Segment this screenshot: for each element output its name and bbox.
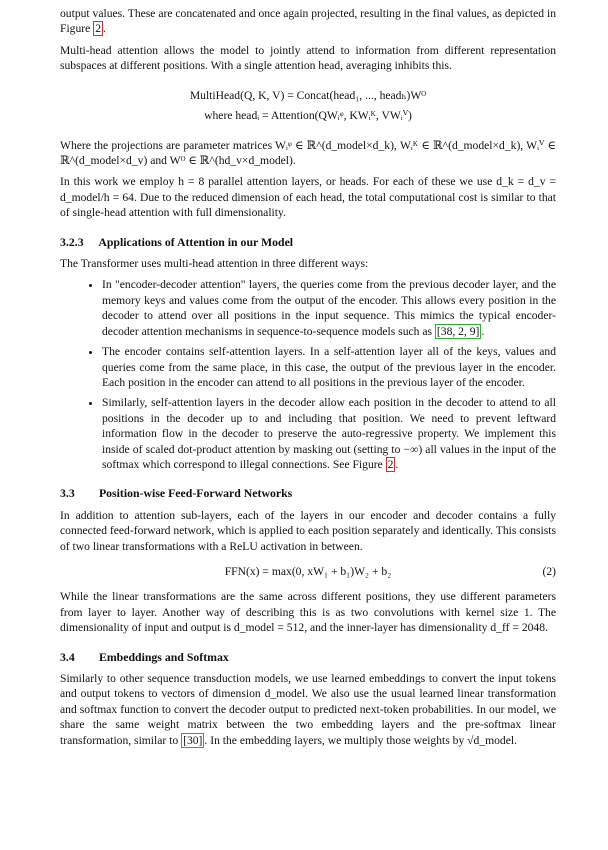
paragraph-linear: While the linear transformations are the same across different positions, they use different parameters from layer to layer. Another way of describing this is as two convolutions with kernel size 1. The dimensionality of input and output is d_model = 512, and the inner-layer has dimensionality d_ff = 2048. [60,590,556,635]
paper-page [60,0,556,748]
text: output values. These are concatenated and once again projected, resulting in the final values, as depicted in Figure [60,7,556,36]
section-title: Position-wise Feed-Forward Networks [98,486,293,501]
section-heading [60,235,556,250]
section-heading [60,650,556,665]
section-number: 3.3 [60,486,75,501]
list-item: • In "encoder-decoder attention" layers, the queries come from the previous decoder layer, and the memory keys and values come from the output of the encoder. This allows every position in the decoder to attend over all positions in the input sequence. This mimics the typical encoder-decoder attention mechanisms in sequence-to-sequence models such as [38, 2, 9] . [102,277,556,339]
paragraph-multihead: Multi-head attention allows the model to jointly attend to information from different representation subspaces at different positions. With a single attention head, averaging inhibits this. [60,43,556,73]
section-number: 3.4 [60,649,75,664]
figure-link[interactable]: 2 [387,457,394,471]
paragraph-embeddings [60,671,556,748]
paragraph-uses: The Transformer uses multi-head attention in three different ways: [60,257,369,271]
equation-line: MultiHead(Q, K, V) = Concat(head₁, ..., headₕ)Wᴼ [189,88,427,102]
text: . In the embedding layers, we multiply those weights by √d_model. [204,733,517,747]
list-item-text: In "encoder-decoder attention" layers, the queries come from the previous decoder layer, and the memory keys and values come from the output of the encoder. This allows every position in the decoder to attend over all positions in the input sequence. This mimics the typical encoder-decoder attention mechanisms in sequence-to-sequence models such as [102,278,556,338]
paragraph-intro: output values. These are concatenated and once again projected, resulting in the final values, as depicted in Figure 2 . [60,7,556,36]
text: Similarly to other sequence transduction models, we use learned embeddings to convert the input tokens and output tokens to vectors of dimension d_model. We also use the usual learned linear transformation and softmax function to convert the decoder output to predicted next-token probabilities. In our model, we share the same weight matrix between the two embedding layers and the pre-softmax linear transformation, similar to [60,672,556,747]
list-item-text: The encoder contains self-attention layers. In a self-attention layer all of the keys, values and queries come from the same place, in this case, the output of the previous layer in the encoder. Each position in the encoder can attend to all positions in the previous layer of the encoder. [102,345,556,389]
bullet-list [60,277,556,472]
paragraph-projections: Where the projections are parameter matrices Wᵢᵠ ∈ ℝ^(d_model×d_k), Wᵢᴷ ∈ ℝ^(d_model×d_k), Wᵢⱽ ∈ ℝ^(d_model×d_v) and Wᴼ ∈ ℝ^(hd_v×d_model). [60,138,556,168]
section-heading [60,486,556,501]
equation-number: (2) [542,564,556,578]
paragraph-heads: In this work we employ h = 8 parallel attention layers, or heads. For each of these we use d_k = d_v = d_model/h = 64. Due to the reduced dimension of each head, the total computational cost is similar to that of single-head attention with full dimensionality. [60,175,556,220]
section-number: 3.2.3 [60,234,84,249]
paragraph-ffn: In addition to attention sub-layers, each of the layers in our encoder and decoder contains a fully connected feed-forward network, which is applied to each position separately and identically. This consists of two linear transformations with a ReLU activation in between. [60,508,556,553]
section-title: Embeddings and Softmax [98,649,229,664]
list-item-text: Similarly, self-attention layers in the decoder allow each position in the decoder to attend to all positions in the decoder up to and including that position. We need to prevent leftward information flow in the decoder to preserve the auto-regressive property. We implement this inside of scaled dot-product attention by masking out (setting to −∞) all values in the input of the softmax which correspond to illegal connections. See Figure [102,396,556,471]
list-item: • Similarly, self-attention layers in the decoder allow each position in the decoder to attend to all positions in the decoder up to and including that position. We need to prevent leftward information flow in the decoder to preserve the auto-regressive property. We implement this inside of scaled dot-product attention by masking out (setting to −∞) all values in the input of the softmax which correspond to illegal connections. See Figure 2 . [102,395,556,472]
equation-line: where headᵢ = Attention(QWᵢᵠ, KWᵢᴷ, VWᵢⱽ) [204,108,412,122]
figure-link[interactable]: 2 [95,22,101,36]
equation-text: FFN(x) = max(0, xW₁ + b₁)W₂ + b₂ [224,564,392,578]
citation-link[interactable]: [30] [183,733,203,747]
citation-link[interactable]: [38, 2, 9] [436,324,480,338]
equation-multihead [60,86,556,126]
section-title: Applications of Attention in our Model [98,234,294,249]
equation-ffn [60,564,556,579]
list-item [102,344,556,390]
